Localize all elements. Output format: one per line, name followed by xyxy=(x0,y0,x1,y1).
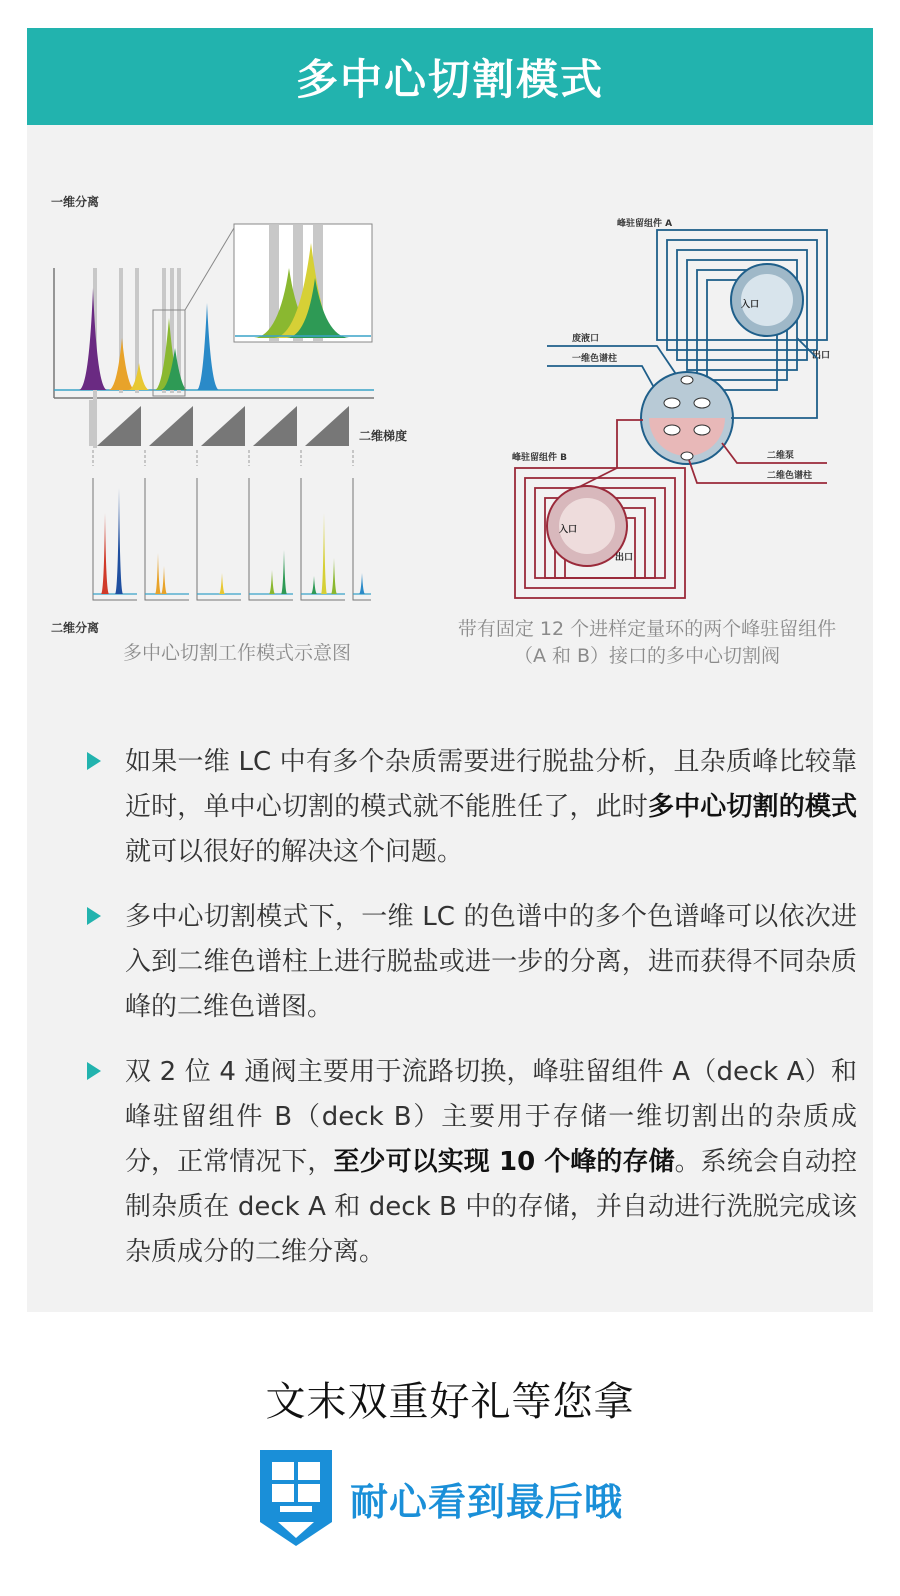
bullet-item xyxy=(57,740,857,875)
bullet-arrow-icon xyxy=(87,752,101,770)
label-1d-separation: 一维分离 xyxy=(51,195,100,209)
label-deck-b-inlet: 入口 xyxy=(559,525,578,535)
label-deck-b-outlet: 出口 xyxy=(615,553,634,563)
multi-heart-cutting-valve-diagram xyxy=(467,208,867,628)
caption-right xyxy=(437,616,857,670)
label-deck-b: 峰驻留组件 B xyxy=(512,453,567,463)
caption-right-line2: （A 和 B）接口的多中心切割阀 xyxy=(513,645,781,667)
bullet-text-2: 多中心切割模式下，一维 LC 的色谱中的多个色谱峰可以依次进入到二维色谱柱上进行脱盐或进一步的分离，进而获得不同杂质峰的二维色谱图。 xyxy=(125,902,857,1022)
page-title: 多中心切割模式 xyxy=(295,54,604,104)
label-deck-a-outlet: 出口 xyxy=(812,351,831,361)
bullet-text-3: 双 2 位 4 通阀主要用于流路切换，峰驻留组件 A（deck A）和峰驻留组件 B（deck B）主要用于存储一维切割出的杂质成分，正常情况下，至少可以实现 10 个峰的存储。系统会自动控制杂质在 deck A 和 deck B 中的存储，并自动进行洗脱完成该杂质成分的二维分离。 xyxy=(125,1057,857,1267)
bullet-arrow-icon xyxy=(87,907,101,925)
bullet-item xyxy=(57,1050,857,1275)
title-banner xyxy=(27,28,873,125)
scroll-down-icon xyxy=(256,1450,336,1546)
cta-text: 耐心看到最后哦 xyxy=(350,1479,624,1524)
bullet-list xyxy=(57,740,857,1295)
label-waste: 废液口 xyxy=(572,334,600,344)
label-deck-a-inlet: 入口 xyxy=(741,300,760,310)
footer-title: 文末双重好礼等您拿 xyxy=(265,1379,635,1425)
bullet-text-1: 如果一维 LC 中有多个杂质需要进行脱盐分析，且杂质峰比较靠近时，单中心切割的模式就不能胜任了，此时多中心切割的模式就可以很好的解决这个问题。 xyxy=(125,747,857,867)
bullet-arrow-icon xyxy=(87,1062,101,1080)
label-2d-separation: 二维分离 xyxy=(51,621,100,635)
label-2d-column: 二维色谱柱 xyxy=(767,471,813,481)
caption-right-line1: 带有固定 12 个进样定量环的两个峰驻留组件 xyxy=(457,618,837,640)
bullet-item xyxy=(57,895,857,1030)
label-2d-gradient: 二维梯度 xyxy=(359,429,408,443)
footer-cta[interactable] xyxy=(256,1448,623,1548)
label-deck-a: 峰驻留组件 A xyxy=(617,219,673,229)
caption-left: 多中心切割工作模式示意图 xyxy=(122,642,351,664)
content-card xyxy=(27,28,873,1312)
label-2d-pump: 二维泵 xyxy=(767,451,795,461)
label-1d-column: 一维色谱柱 xyxy=(572,354,618,364)
multi-heart-cutting-diagram xyxy=(49,188,408,648)
